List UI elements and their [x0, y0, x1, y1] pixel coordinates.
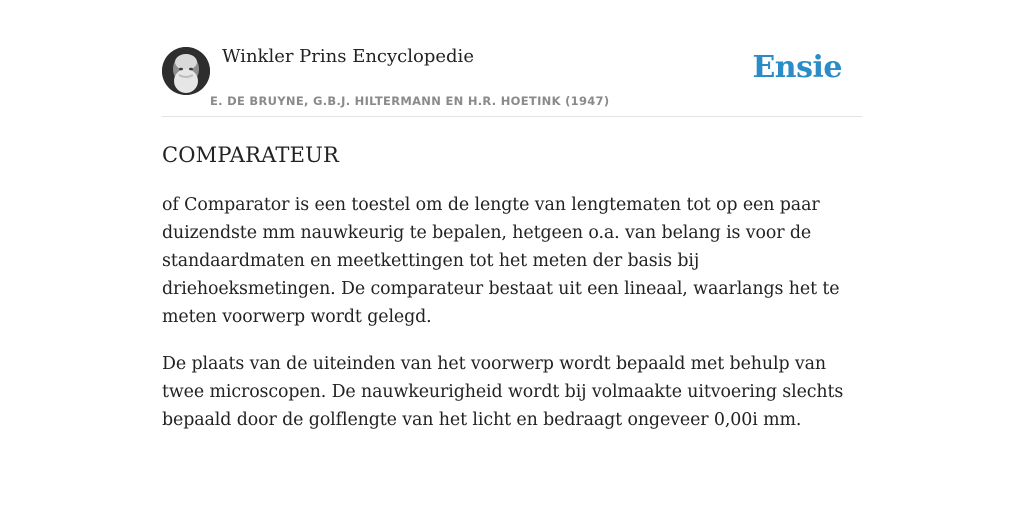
author-avatar[interactable]: [162, 47, 210, 95]
article-title: COMPARATEUR: [162, 143, 340, 167]
article-paragraph: De plaats van de uiteinden van het voorwerp wordt bepaald met behulp van twee microscopen. De nauwkeurigheid wordt bij volmaakte uitvoering slechts bepaald door de golflengte van het licht en bedraagt ongeveer 0,00i mm.: [162, 354, 844, 430]
publication-title-link[interactable]: Winkler Prins Encyclopedie: [222, 46, 474, 67]
article-paragraph: of Comparator is een toestel om de lengte van lengtematen tot op een paar duizendste mm nauwkeurig te bepalen, hetgeen o.a. van belang is voor de standaardmaten en meetkettingen tot het meten der basis bij driehoeksmetingen. De comparateur bestaat uit een lineaal, waarlangs het te meten voorwerp wordt gelegd.: [162, 195, 840, 327]
authors-line: E. DE BRUYNE, G.B.J. HILTERMANN EN H.R. HOETINK (1947): [210, 94, 610, 108]
page-header: [162, 0, 862, 117]
portrait-icon: [162, 47, 210, 95]
page-container: [162, 0, 862, 434]
ensie-logo-link[interactable]: Ensie: [752, 50, 842, 85]
